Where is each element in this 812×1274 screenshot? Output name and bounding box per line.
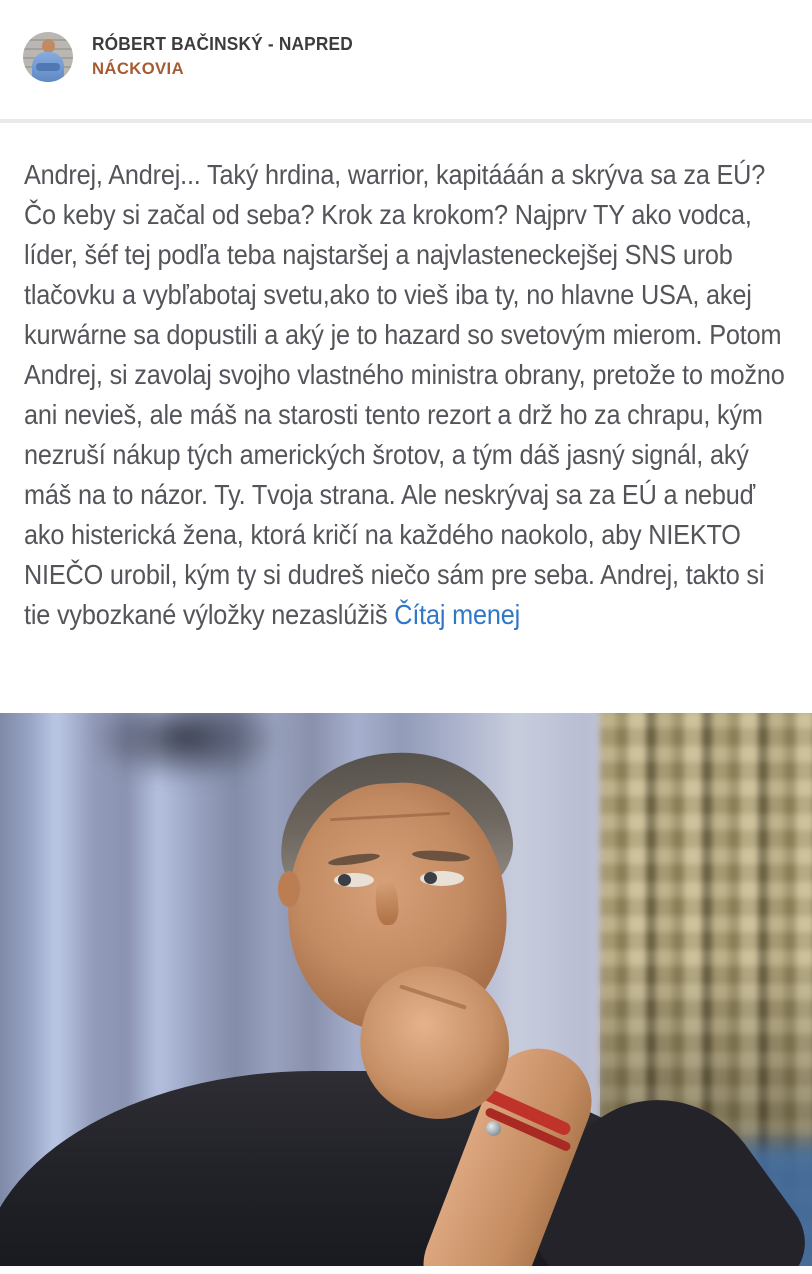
- page-title[interactable]: RÓBERT BAČINSKÝ - NAPRED: [92, 34, 353, 54]
- right-eye: [420, 871, 464, 886]
- header-divider: [0, 119, 812, 123]
- right-pupil: [424, 872, 437, 884]
- read-less-link[interactable]: Čítaj menej: [394, 599, 521, 630]
- post-body: Andrej, Andrej... Taký hrdina, warrior, kapitááán a skrýva sa za EÚ? Čo keby si začal od seba? Krok za krokom? Najprv TY ako vodca, líder, šéf tej podľa teba najstaršej a najvlasteneckejšej SNS urob tlačovku a vybľabotaj svetu,ako to vieš iba ty, no hlavne USA, akej kurwárne sa dopustili a aký je to hazard so svetovým mierom. Potom Andrej, si zavolaj svojho vlastného ministra obrany, pretože to možno ani nevieš, ale máš na starosti tento rezort a drž ho za chrapu, kým nezruší nákup tých amerických šrotov, a tým dáš jasný signál, aký máš na to názor. Ty. Tvoja strana. Ale neskrývaj sa za EÚ a nebuď ako histerická žena, ktorá kričí na každého naokolo, aby NIEKTO NIEČO urobil, kým ty si dudreš niečo sám pre seba. Andrej, takto si tie vybozkané výložky nezaslúžiš: [24, 159, 785, 630]
- post-photo[interactable]: [0, 713, 812, 1266]
- man-ear: [278, 871, 300, 907]
- post-header: [0, 0, 812, 119]
- header-text: [92, 34, 364, 79]
- avatar[interactable]: [23, 32, 73, 82]
- bracelet-bead: [486, 1121, 501, 1136]
- avatar-person-head: [42, 39, 55, 53]
- left-pupil: [338, 874, 351, 886]
- left-eye: [334, 873, 374, 887]
- post-body-text: [24, 155, 790, 635]
- avatar-person-arms: [36, 63, 60, 71]
- source-label[interactable]: NÁCKOVIA: [92, 59, 184, 78]
- post-text-container: [24, 155, 790, 695]
